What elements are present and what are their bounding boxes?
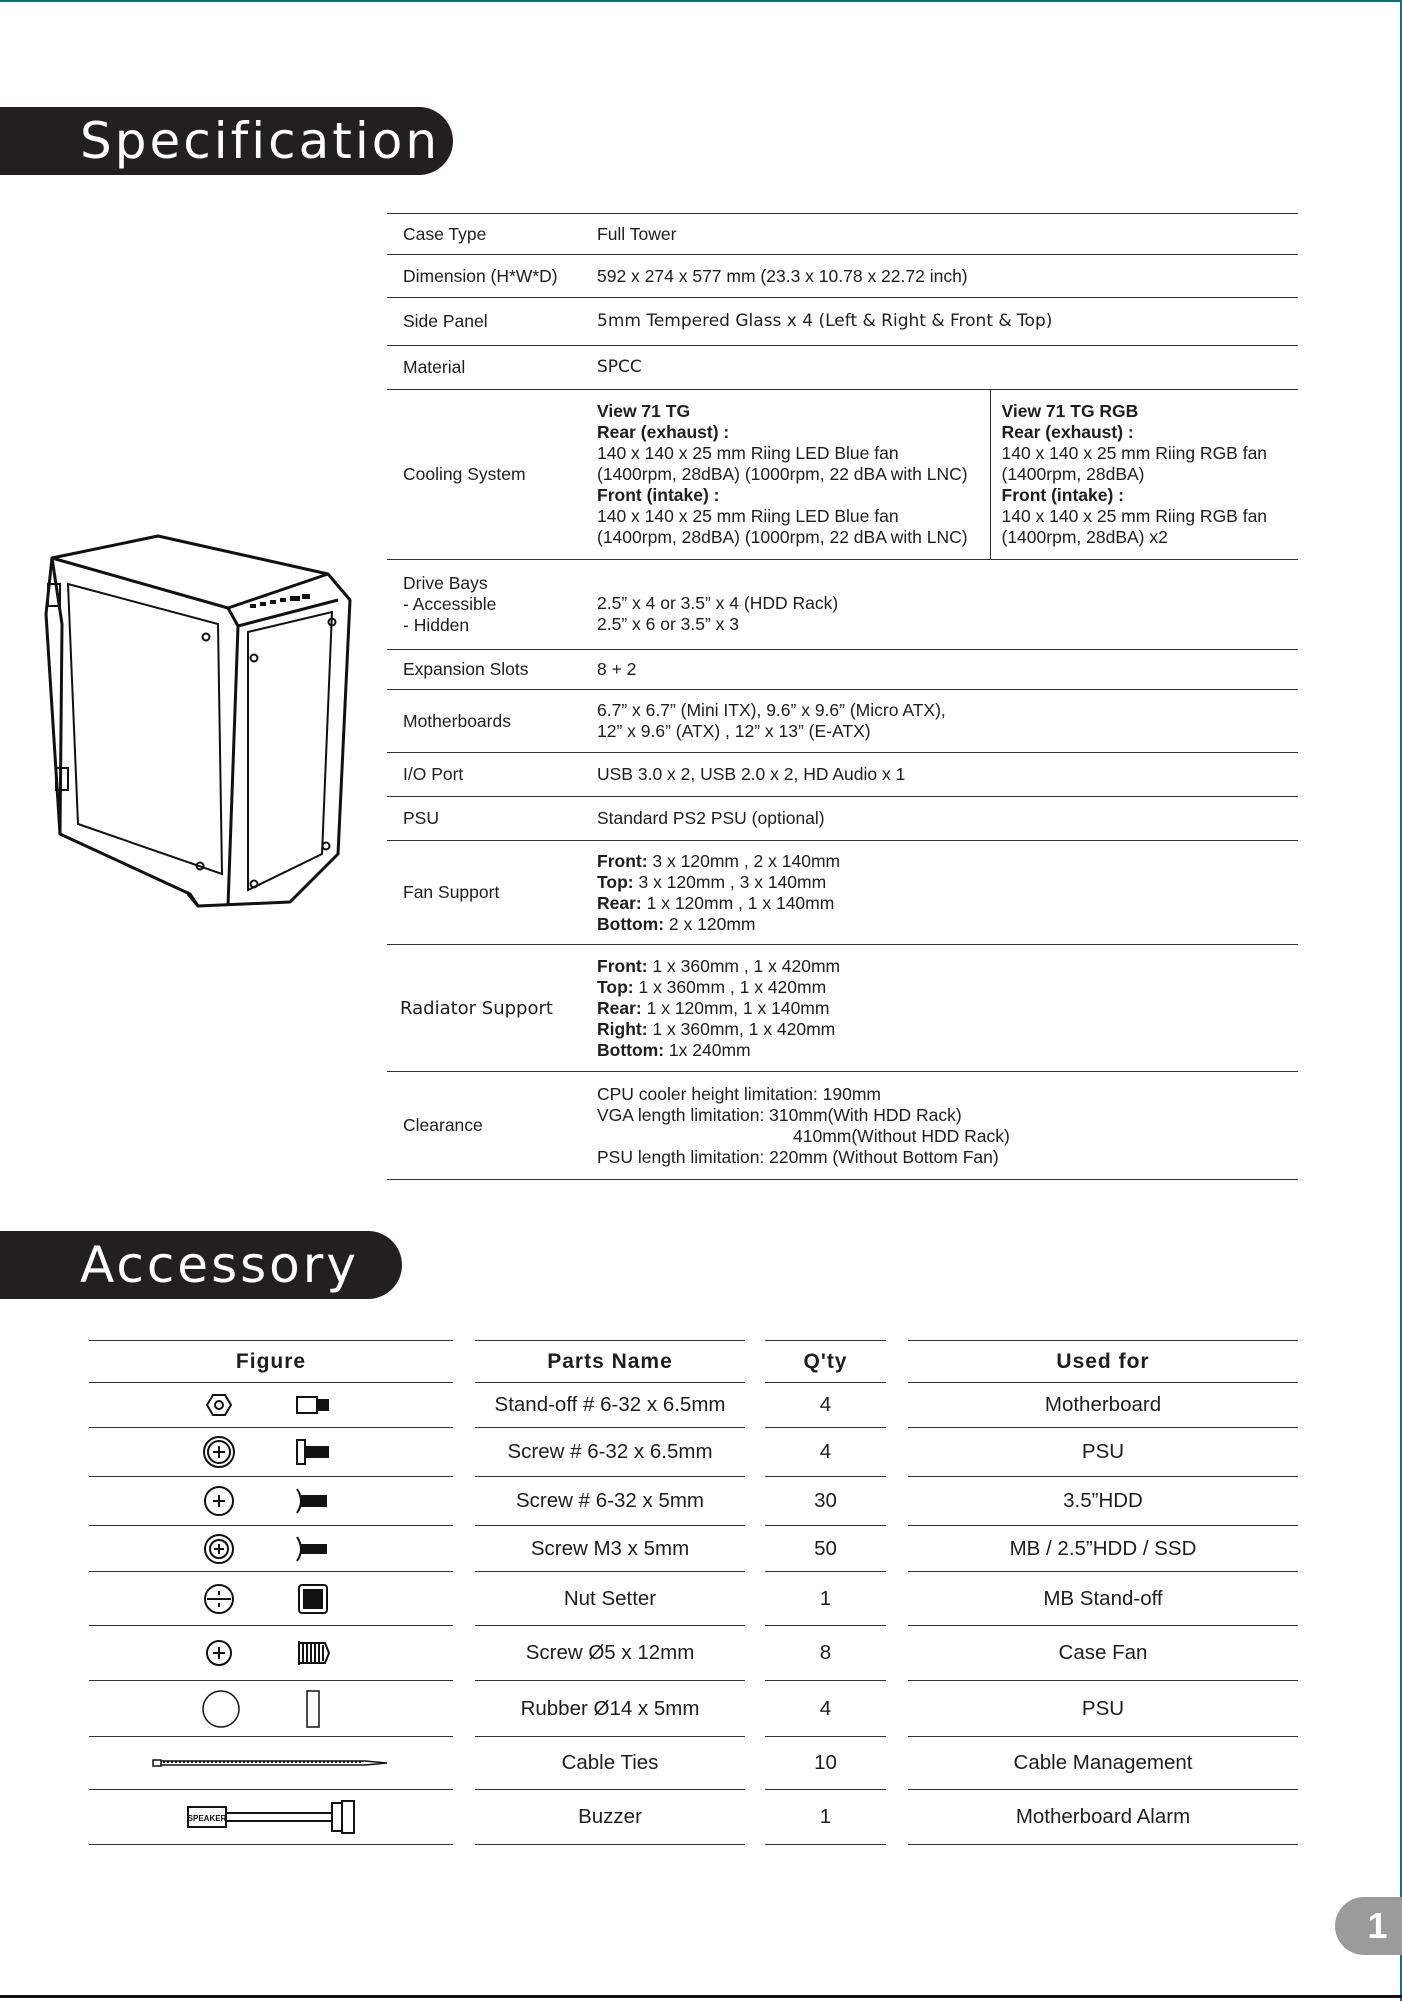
cooling-line: (1400rpm, 28dBA) (1000rpm, 22 dBA with LNC): [597, 527, 968, 547]
drive-bays-value: 2.5” x 6 or 3.5” x 3: [597, 613, 740, 634]
figure-rubber: [89, 1681, 453, 1737]
cooling-tg-cell: [583, 390, 990, 560]
spec-value: [583, 841, 1298, 945]
part-qty: 30: [765, 1477, 886, 1526]
part-qty: 4: [765, 1428, 886, 1477]
motherboards-value: 6.7” x 6.7” (Mini ITX), 9.6” x 9.6” (Micro ATX),: [597, 700, 946, 720]
spec-row-clearance: [387, 1072, 1298, 1180]
part-name: Stand-off # 6-32 x 6.5mm: [475, 1383, 745, 1428]
spec-label: Fan Support: [387, 841, 583, 945]
spec-row-dimension: [387, 255, 1298, 298]
spec-value: 5mm Tempered Glass x 4 (Left & Right & Front & Top): [583, 298, 1298, 346]
spec-row-expansion: [387, 650, 1298, 690]
drive-bays-value: 2.5” x 4 or 3.5” x 4 (HDD Rack): [597, 592, 839, 613]
part-used-for: Motherboard Alarm: [908, 1790, 1298, 1845]
spec-row-side-panel: [387, 298, 1298, 346]
cooling-rgb-cell: [990, 390, 1298, 560]
part-name: Screw # 6-32 x 5mm: [475, 1477, 745, 1526]
accessory-qty-column: [765, 1340, 886, 1845]
spec-label: Clearance: [387, 1072, 583, 1180]
fan-support-line: Top: 3 x 120mm , 3 x 140mm: [597, 871, 827, 892]
figure-cable-tie: [89, 1737, 453, 1790]
spec-row-io-port: [387, 753, 1298, 797]
spec-row-psu: [387, 797, 1298, 841]
spec-label: Dimension (H*W*D): [387, 255, 583, 298]
part-used-for: PSU: [908, 1681, 1298, 1737]
cooling-rear-title: Rear (exhaust) :: [597, 422, 730, 442]
radiator-line: Top: 1 x 360mm , 1 x 420mm: [597, 976, 827, 997]
cooling-line: 140 x 140 x 25 mm Riing RGB fan: [1001, 506, 1268, 526]
part-name: Screw Ø5 x 12mm: [475, 1626, 745, 1681]
part-qty: 50: [765, 1526, 886, 1572]
cooling-model: View 71 TG RGB: [1001, 401, 1139, 421]
part-used-for: MB Stand-off: [908, 1572, 1298, 1626]
spec-value: Standard PS2 PSU (optional): [583, 797, 1298, 841]
accessory-figure-column: [89, 1340, 453, 1845]
spec-label: Cooling System: [387, 390, 583, 560]
part-name: Nut Setter: [475, 1572, 745, 1626]
spec-label: PSU: [387, 797, 583, 841]
accessory-parts-column: [475, 1340, 745, 1845]
part-qty: 8: [765, 1626, 886, 1681]
motherboards-value: 12” x 9.6” (ATX) , 12” x 13” (E-ATX): [597, 721, 871, 741]
spec-value: 8 + 2: [583, 650, 1298, 690]
cooling-rear-title: Rear (exhaust) :: [1001, 422, 1134, 442]
part-name: Cable Ties: [475, 1737, 745, 1790]
spec-label: Radiator Support: [387, 945, 583, 1072]
radiator-line: Right: 1 x 360mm, 1 x 420mm: [597, 1018, 836, 1039]
cooling-line: 140 x 140 x 25 mm Riing LED Blue fan: [597, 506, 899, 526]
spec-value: SPCC: [583, 346, 1298, 390]
spec-row-case-type: [387, 214, 1298, 255]
radiator-line: Front: 1 x 360mm , 1 x 420mm: [597, 955, 841, 976]
radiator-line: Bottom: 1x 240mm: [597, 1039, 751, 1060]
part-used-for: Cable Management: [908, 1737, 1298, 1790]
part-used-for: 3.5”HDD: [908, 1477, 1298, 1526]
bottom-border: [0, 1995, 1402, 1998]
part-used-for: Case Fan: [908, 1626, 1298, 1681]
page-number: 1: [1335, 1897, 1402, 1955]
part-used-for: Motherboard: [908, 1383, 1298, 1428]
spec-value: 592 x 274 x 577 mm (23.3 x 10.78 x 22.72 inch): [583, 255, 1298, 298]
part-qty: 4: [765, 1681, 886, 1737]
fan-support-line: Bottom: 2 x 120mm: [597, 913, 756, 934]
part-name: Screw M3 x 5mm: [475, 1526, 745, 1572]
part-qty: 4: [765, 1383, 886, 1428]
speaker-label: SPEAKER: [187, 1814, 227, 1823]
cooling-line: 140 x 140 x 25 mm Riing LED Blue fan: [597, 443, 899, 463]
figure-screw-m3: [89, 1526, 453, 1572]
figure-screw-6-32-5: [89, 1477, 453, 1526]
figure-buzzer: [89, 1790, 453, 1845]
cooling-model: View 71 TG: [597, 401, 691, 421]
figure-standoff: [89, 1383, 453, 1428]
radiator-line: Rear: 1 x 120mm, 1 x 140mm: [597, 997, 830, 1018]
part-used-for: MB / 2.5”HDD / SSD: [908, 1526, 1298, 1572]
part-qty: 1: [765, 1572, 886, 1626]
spec-row-cooling: [387, 390, 1298, 560]
cooling-line: (1400rpm, 28dBA): [1001, 464, 1145, 484]
part-qty: 1: [765, 1790, 886, 1845]
cooling-line: 140 x 140 x 25 mm Riing RGB fan: [1001, 443, 1268, 463]
figure-screw-6-32-6-5: [89, 1428, 453, 1477]
spec-label: Side Panel: [387, 298, 583, 346]
spec-value: [583, 945, 1298, 1072]
specification-banner: Specification: [0, 107, 453, 175]
cooling-front-title: Front (intake) :: [1001, 485, 1124, 505]
spec-row-drive-bays: [387, 560, 1298, 650]
spec-label: Motherboards: [387, 690, 583, 753]
clearance-line: CPU cooler height limitation: 190mm: [597, 1083, 882, 1104]
clearance-line: PSU length limitation: 220mm (Without Bottom Fan): [597, 1146, 999, 1167]
spec-value: USB 3.0 x 2, USB 2.0 x 2, HD Audio x 1: [583, 753, 1298, 797]
cooling-front-title: Front (intake) :: [597, 485, 720, 505]
fan-support-line: Front: 3 x 120mm , 2 x 140mm: [597, 850, 841, 871]
spec-value: [583, 560, 1298, 650]
used-for-header: Used for: [908, 1341, 1298, 1383]
spec-value: [583, 1072, 1298, 1180]
spec-row-radiator-support: [387, 945, 1298, 1072]
figure-screw-fan: [89, 1626, 453, 1681]
figure-nut-setter: [89, 1572, 453, 1626]
clearance-line: VGA length limitation: 310mm(With HDD Rack): [597, 1104, 962, 1125]
accessory-used-column: [908, 1340, 1298, 1845]
spec-label: Material: [387, 346, 583, 390]
spec-row-motherboards: [387, 690, 1298, 753]
top-border: [0, 0, 1402, 2]
fan-support-line: Rear: 1 x 120mm , 1 x 140mm: [597, 892, 835, 913]
cooling-line: (1400rpm, 28dBA) (1000rpm, 22 dBA with LNC): [597, 464, 968, 484]
drive-bays-label: - Accessible: [403, 594, 497, 614]
drive-bays-label: - Hidden: [403, 615, 470, 635]
spec-row-fan-support: [387, 841, 1298, 945]
clearance-line: 410mm(Without HDD Rack): [793, 1125, 1010, 1146]
spec-value: [583, 690, 1298, 753]
cooling-line: (1400rpm, 28dBA) x2: [1001, 527, 1168, 547]
spec-label: Expansion Slots: [387, 650, 583, 690]
part-name: Rubber Ø14 x 5mm: [475, 1681, 745, 1737]
parts-name-header: Parts Name: [475, 1341, 745, 1383]
accessory-banner: Accessory: [0, 1231, 402, 1299]
case-illustration: [38, 534, 354, 908]
spec-label: Case Type: [387, 214, 583, 255]
figure-header: Figure: [89, 1341, 453, 1383]
specification-table: [387, 213, 1298, 1180]
part-used-for: PSU: [908, 1428, 1298, 1477]
part-name: Screw # 6-32 x 6.5mm: [475, 1428, 745, 1477]
spec-label: I/O Port: [387, 753, 583, 797]
spec-label: [387, 560, 583, 650]
part-name: Buzzer: [475, 1790, 745, 1845]
spec-row-material: [387, 346, 1298, 390]
spec-value: Full Tower: [583, 214, 1298, 255]
part-qty: 10: [765, 1737, 886, 1790]
drive-bays-label: Drive Bays: [403, 573, 488, 593]
qty-header: Q'ty: [765, 1341, 886, 1383]
